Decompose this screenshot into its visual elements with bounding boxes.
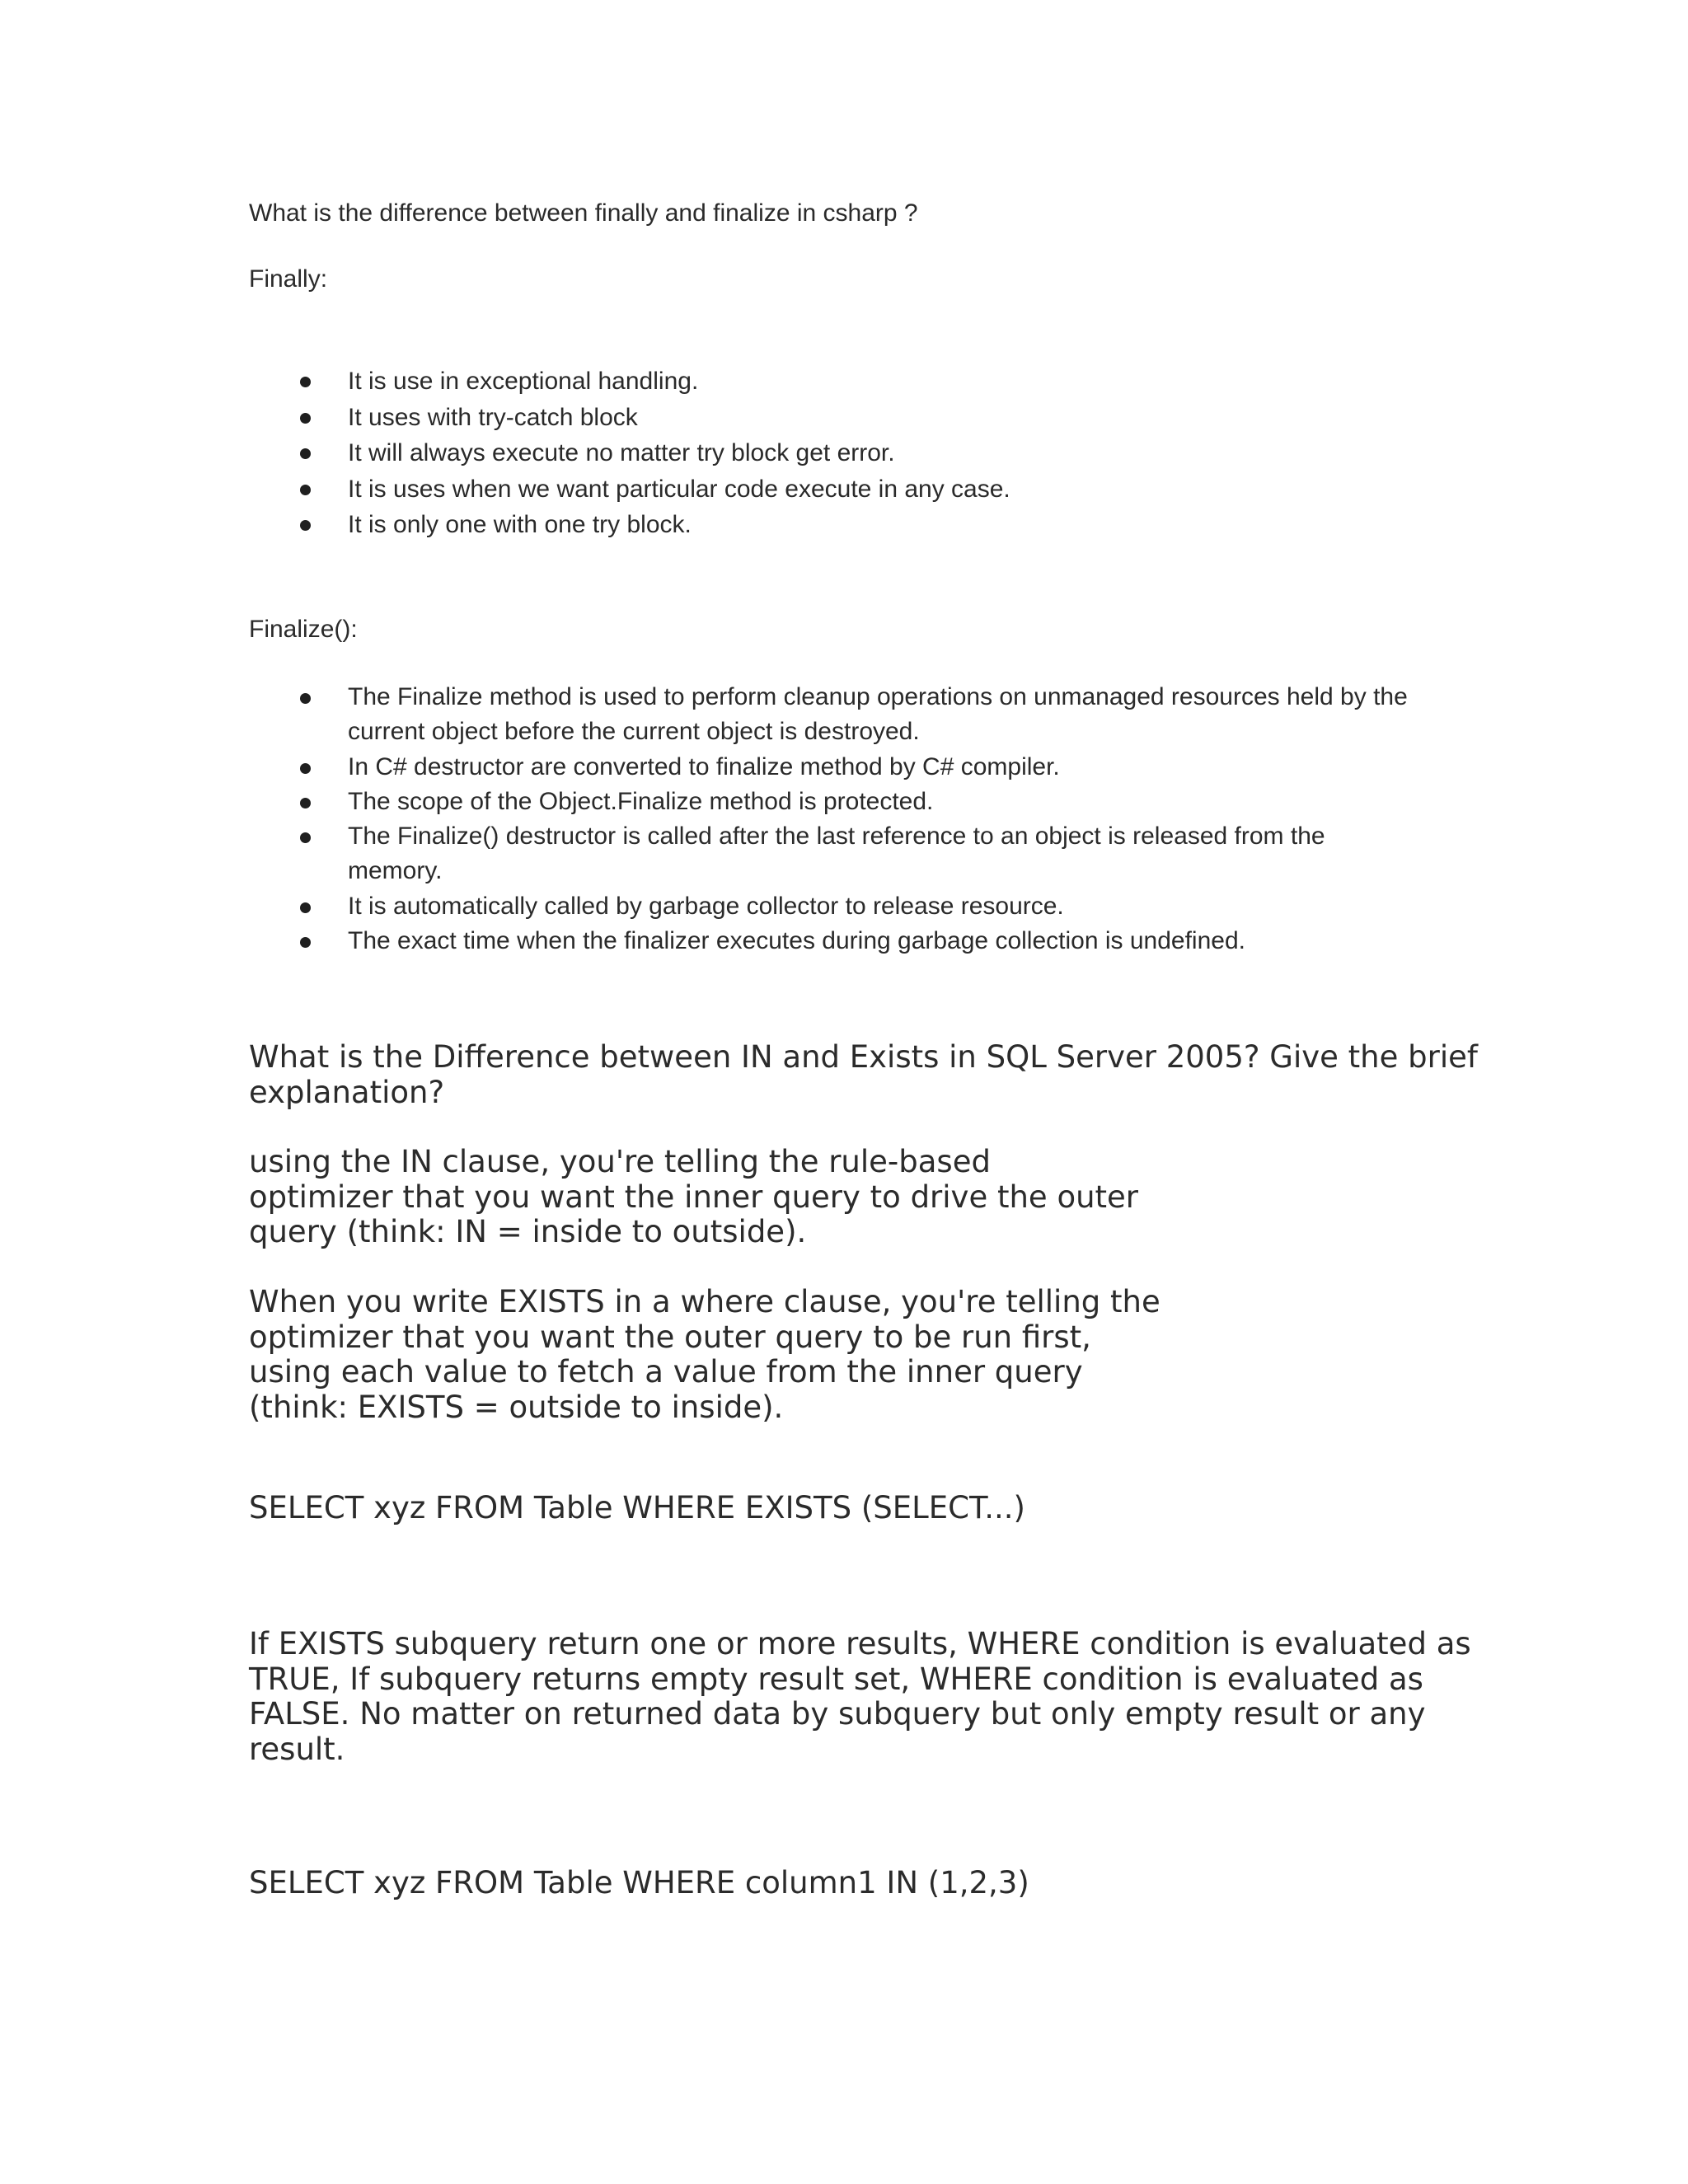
exists-example-query: SELECT xyz FROM Table WHERE EXISTS (SELECT...)	[249, 1490, 1025, 1526]
in-clause-paragraph: using the IN clause, you're telling the rule-based optimizer that you want the inner query to drive the outer query (think: IN = inside to outside).	[249, 1144, 1139, 1249]
question2-title: What is the Difference between IN and Exists in SQL Server 2005? Give the brief explanation?	[249, 1039, 1478, 1110]
list-item: The scope of the Object.Finalize method is protected.	[249, 785, 1408, 819]
finally-list	[249, 363, 1010, 543]
list-item: It uses with try-catch block	[249, 400, 1010, 436]
bullet-icon	[300, 832, 311, 843]
list-item: It is uses when we want particular code execute in any case.	[249, 471, 1010, 508]
bullet-icon	[300, 693, 311, 704]
bullet-icon	[300, 377, 311, 387]
bullet-icon	[300, 937, 311, 948]
bullet-icon	[300, 902, 311, 913]
bullet-icon	[300, 448, 311, 459]
list-item: It is only one with one try block.	[249, 507, 1010, 543]
exists-explanation: If EXISTS subquery return one or more results, WHERE condition is evaluated as TRUE, If subquery returns empty result set, WHERE condition is evaluated as FALSE. No matter on returned data by subquery but only empty result or any result.	[249, 1626, 1471, 1767]
exists-clause-paragraph: When you write EXISTS in a where clause, you're telling the optimizer that you want the outer query to be run first, using each value to fetch a value from the inner query (think: EXISTS = outside to inside).	[249, 1284, 1160, 1425]
finally-heading: Finally:	[249, 265, 328, 293]
bullet-icon	[300, 798, 311, 808]
bullet-icon	[300, 763, 311, 774]
in-example-query: SELECT xyz FROM Table WHERE column1 IN (1,2,3)	[249, 1865, 1029, 1900]
list-item: The Finalize method is used to perform cleanup operations on unmanaged resources held by the current object before the current object is destroyed.	[249, 680, 1408, 750]
list-item: In C# destructor are converted to finalize method by C# compiler.	[249, 750, 1408, 785]
list-item: It will always execute no matter try block get error.	[249, 435, 1010, 471]
question1-title: What is the difference between finally and finalize in csharp ?	[249, 199, 918, 227]
finalize-list	[249, 680, 1408, 958]
list-item: It is use in exceptional handling.	[249, 363, 1010, 400]
finalize-heading: Finalize():	[249, 616, 358, 643]
bullet-icon	[300, 485, 311, 495]
list-item: It is automatically called by garbage collector to release resource.	[249, 889, 1408, 924]
list-item: The exact time when the finalizer executes during garbage collection is undefined.	[249, 924, 1408, 958]
list-item: The Finalize() destructor is called after the last reference to an object is released from the memory.	[249, 819, 1408, 889]
bullet-icon	[300, 520, 311, 531]
bullet-icon	[300, 413, 311, 424]
